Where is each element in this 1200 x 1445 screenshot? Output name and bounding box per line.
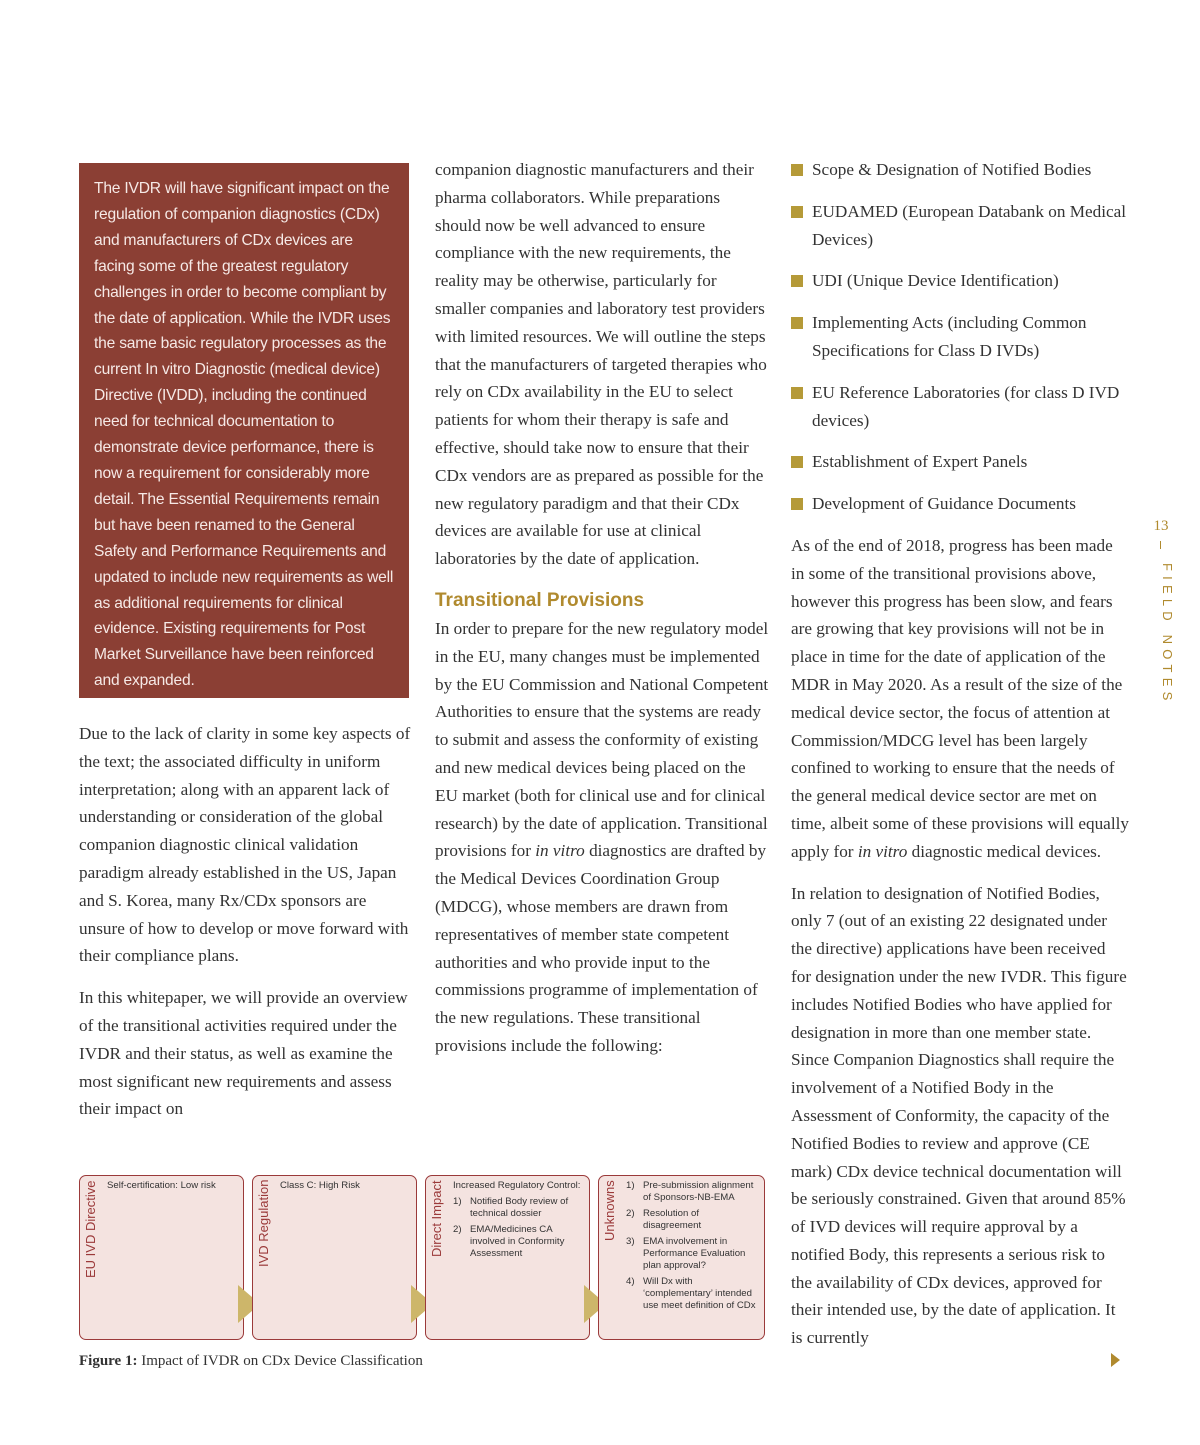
list-item-number: 1) bbox=[453, 1196, 462, 1207]
callout-box bbox=[79, 163, 409, 698]
figure-box-label: EU IVD Directive bbox=[83, 1180, 98, 1278]
figure-box-label: IVD Regulation bbox=[256, 1180, 271, 1268]
list-item bbox=[453, 1196, 584, 1220]
list-item bbox=[791, 267, 1129, 295]
figure-box-text: Self-certification: Low risk bbox=[107, 1180, 216, 1191]
figure-box-label: Direct Impact bbox=[429, 1180, 444, 1257]
right-paragraph-1-start: As of the end of 2018, progress has been made in some of the transitional provisions above, however this progress has been slow, and fears are growing that key provisions will not be in place in time for the date of application of the MDR in May 2020. As a result of the size of the medical device sector, the focus of attention at Commission/MDCG level has been largely confined to working to ensure that the needs of the general medical device sector are met on time, albeit some of these provisions will equally apply for bbox=[791, 535, 1129, 861]
list-item-number: 4) bbox=[626, 1276, 635, 1287]
list-item-number: 2) bbox=[453, 1224, 462, 1235]
figure-caption bbox=[79, 1353, 423, 1370]
right-paragraph-1-italic: in vitro bbox=[857, 841, 908, 861]
middle-column bbox=[435, 156, 769, 1060]
list-item-text: Pre-submission alignment of Sponsors-NB-EMA bbox=[643, 1180, 754, 1203]
list-item-text: EMA/Medicines CA involved in Conformity Assessment bbox=[470, 1224, 565, 1259]
middle-paragraph-2-end: diagnostics are drafted by the Medical Devices Coordination Group (MDCG), whose members are drawn from representatives of member state competent authorities and who provide input to the commissions programme of implementation of the new regulations. These transitional provisions include the following: bbox=[435, 841, 767, 1055]
list-item-number: 2) bbox=[626, 1208, 635, 1219]
bullet-square-icon bbox=[791, 456, 803, 468]
left-paragraph-1: Due to the lack of clarity in some key aspects of the text; the associated difficulty in uniform interpretation; along with an apparent lack of understanding or consideration of the global companion diagnostic clinical validation paradigm already established in the US, Japan and S. Korea, many Rx/CDx sponsors are unsure of how to develop or move forward with their compliance plans. bbox=[79, 724, 411, 966]
list-item bbox=[453, 1224, 584, 1260]
list-item bbox=[791, 309, 1129, 365]
bullet-square-icon bbox=[791, 164, 803, 176]
page-number-rule bbox=[1160, 541, 1161, 549]
list-item bbox=[791, 156, 1129, 184]
section-label: FIELD NOTES bbox=[1160, 563, 1175, 706]
callout-text: The IVDR will have significant impact on the regulation of companion diagnostics (CDx) and manufacturers of CDx devices are facing some of the greatest regulatory challenges in order to become compliant by the date of application. While the IVDR uses the same basic regulatory processes as the current In vitro Diagnostic (medical device) Directive (IVDD), including the continued need for technical documentation to demonstrate device performance, there is now a requirement for considerably more detail. The Essential Requirements remain but have been renamed to the General Safety and Performance Requirements and updated to include new requirements as well as additional requirements for clinical evidence. Existing requirements for Post Market Surveillance have been reinforced and expanded. bbox=[94, 180, 394, 690]
right-paragraph-2: In relation to designation of Notified Bodies, only 7 (out of an existing 22 designated under the directive) applications have been received for designation under the new IVDR. This figure includes Notified Bodies who have applied for designation in more than one member state. Since Companion Diagnostics shall require the involvement of a Notified Body in the Assessment of Conformity, the capacity of the Notified Bodies to review and approve (CE mark) CDx device technical documentation will be seriously constrained. Given that around 85% of IVD devices will require approval by a notified Body, this represents a serious risk to the availability of CDx devices, approved for their intended use, by the date of application. It is currently bbox=[791, 883, 1127, 1348]
figure-box-directive bbox=[79, 1175, 244, 1340]
figure-box-text bbox=[453, 1180, 584, 1264]
figure-box-list bbox=[453, 1196, 584, 1260]
figure-box-unknowns bbox=[598, 1175, 765, 1340]
list-item-text: Notified Body review of technical dossier bbox=[470, 1196, 569, 1219]
list-item bbox=[791, 448, 1129, 476]
figure-box-text bbox=[626, 1180, 759, 1316]
provisions-list bbox=[791, 156, 1129, 518]
list-item-text: Development of Guidance Documents bbox=[812, 494, 1076, 514]
list-item-text: UDI (Unique Device Identification) bbox=[812, 271, 1059, 291]
figure-box-text: Class C: High Risk bbox=[280, 1180, 360, 1191]
bullet-square-icon bbox=[791, 317, 803, 329]
list-item-number: 3) bbox=[626, 1236, 635, 1247]
list-item-text: Resolution of disagreement bbox=[643, 1208, 702, 1231]
list-item bbox=[626, 1208, 759, 1232]
middle-paragraph-2-italic: in vitro bbox=[535, 841, 585, 861]
list-item-text: EMA involvement in Performance Evaluation plan approval? bbox=[643, 1236, 746, 1271]
continue-arrow-icon bbox=[1111, 1353, 1120, 1367]
bullet-square-icon bbox=[791, 275, 803, 287]
list-item bbox=[791, 490, 1129, 518]
list-item-text: EUDAMED (European Databank on Medical Devices) bbox=[812, 201, 1127, 249]
list-item-text: EU Reference Laboratories (for class D IVD devices) bbox=[812, 382, 1120, 430]
bullet-square-icon bbox=[791, 387, 803, 399]
figure-box-list bbox=[626, 1180, 759, 1312]
list-item bbox=[626, 1276, 759, 1312]
figure-caption-label: Figure 1: bbox=[79, 1353, 138, 1369]
middle-paragraph-2-start: In order to prepare for the new regulatory model in the EU, many changes must be implemented by the EU Commission and National Competent Authorities to ensure that the systems are ready to submit and assess the conformity of existing and new medical devices being placed on the EU market (both for clinical use and for clinical research) by the date of application. Transitional provisions for bbox=[435, 618, 769, 861]
figure-box-label: Unknowns bbox=[602, 1180, 617, 1241]
list-item bbox=[626, 1180, 759, 1204]
list-item-number: 1) bbox=[626, 1180, 635, 1191]
list-item-text: Will Dx with ‘complementary’ intended use meet definition of CDx bbox=[643, 1276, 756, 1311]
list-item bbox=[791, 198, 1129, 254]
list-item bbox=[791, 379, 1129, 435]
figure-box-heading: Increased Regulatory Control: bbox=[453, 1180, 581, 1191]
list-item-text: Implementing Acts (including Common Specifications for Class D IVDs) bbox=[812, 313, 1087, 360]
right-column bbox=[791, 156, 1129, 1352]
middle-paragraph-2 bbox=[435, 615, 769, 1060]
left-column bbox=[79, 720, 411, 1123]
figure-box-direct-impact bbox=[425, 1175, 590, 1340]
section-heading: Transitional Provisions bbox=[435, 589, 645, 611]
page-number: 13 bbox=[1153, 518, 1169, 534]
figure-caption-text: Impact of IVDR on CDx Device Classification bbox=[141, 1353, 423, 1369]
list-item bbox=[626, 1236, 759, 1272]
figure-box-regulation bbox=[252, 1175, 417, 1340]
right-paragraph-1 bbox=[791, 532, 1129, 866]
left-paragraph-2: In this whitepaper, we will provide an overview of the transitional activities required under the IVDR and their status, as well as examine the most significant new requirements and assess their impact on bbox=[79, 988, 408, 1119]
right-paragraph-1-end: diagnostic medical devices. bbox=[907, 841, 1102, 861]
list-item-text: Scope & Designation of Notified Bodies bbox=[812, 160, 1092, 179]
list-item-text: Establishment of Expert Panels bbox=[812, 452, 1028, 472]
middle-paragraph-1: companion diagnostic manufacturers and their pharma collaborators. While preparations should now be well advanced to ensure compliance with the new requirements, the reality may be otherwise, particularly for smaller companies and laboratory test providers with limited resources. We will outline the steps that the manufacturers of targeted therapies who rely on CDx availability in the EU to select patients for whom their therapy is safe and effective, should take now to ensure that their CDx vendors are as prepared as possible for the new regulatory paradigm and that their CDx devices are available for use at clinical laboratories by the date of application. bbox=[435, 160, 767, 569]
bullet-square-icon bbox=[791, 498, 803, 510]
bullet-square-icon bbox=[791, 206, 803, 218]
